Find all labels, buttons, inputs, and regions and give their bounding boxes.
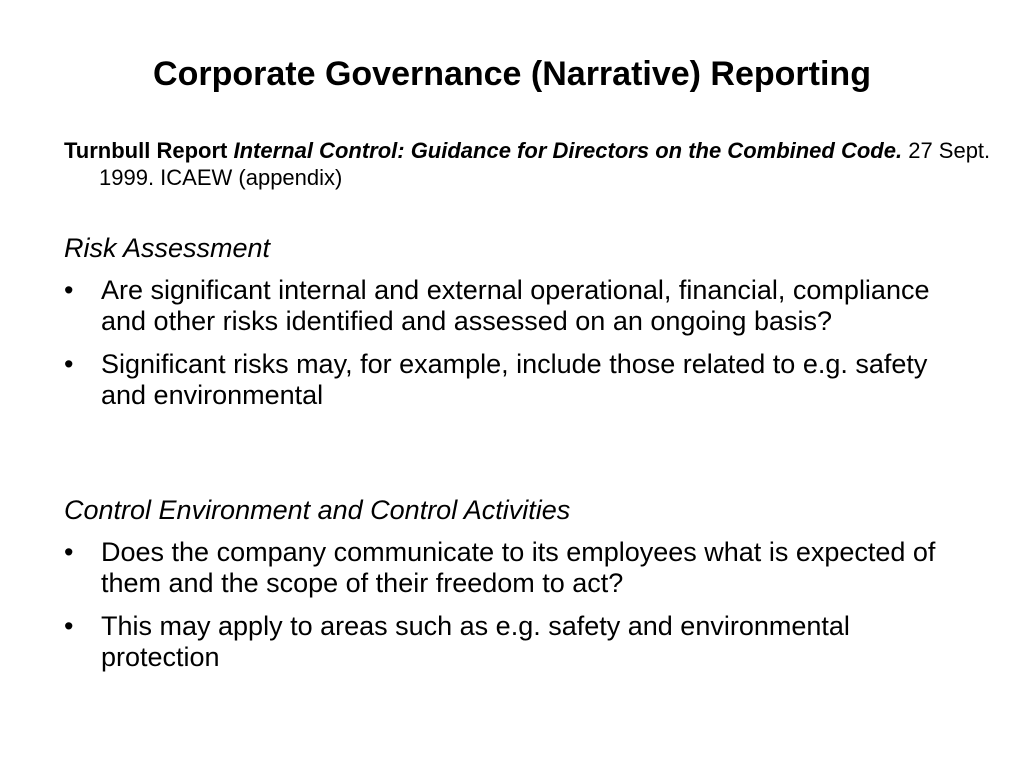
bullet-text: Are significant internal and external operational, financial, compliance and other risks identified and assessed on an ongoing basis? (101, 275, 930, 336)
bullet-item (64, 275, 964, 337)
bullet-text: Significant risks may, for example, include those related to e.g. safety and environmental (101, 349, 928, 410)
bullet-text: This may apply to areas such as e.g. safety and environmental protection (101, 611, 850, 672)
bullet-dot-icon: • (64, 349, 74, 379)
risk-assessment-bullets (64, 275, 964, 423)
section-heading-control-environment: Control Environment and Control Activities (64, 495, 571, 525)
reference-source: Turnbull Report (64, 138, 228, 163)
reference-details: 27 Sept. 1999. ICAEW (appendix) (99, 138, 991, 190)
bullet-dot-icon: • (64, 275, 74, 305)
slide-title: Corporate Governance (Narrative) Reporting (153, 55, 871, 93)
reference-citation (64, 137, 999, 191)
bullet-item (64, 349, 964, 411)
bullet-text: Does the company communicate to its employees what is expected of them and the scope of their freedom to act? (101, 537, 936, 598)
bullet-dot-icon: • (64, 611, 74, 641)
reference-document-title: Internal Control: Guidance for Directors on the Combined Code. (233, 138, 903, 163)
control-environment-bullets (64, 537, 964, 685)
bullet-item (64, 611, 964, 673)
bullet-item (64, 537, 964, 599)
section-heading-risk-assessment: Risk Assessment (64, 233, 271, 263)
bullet-dot-icon: • (64, 537, 74, 567)
